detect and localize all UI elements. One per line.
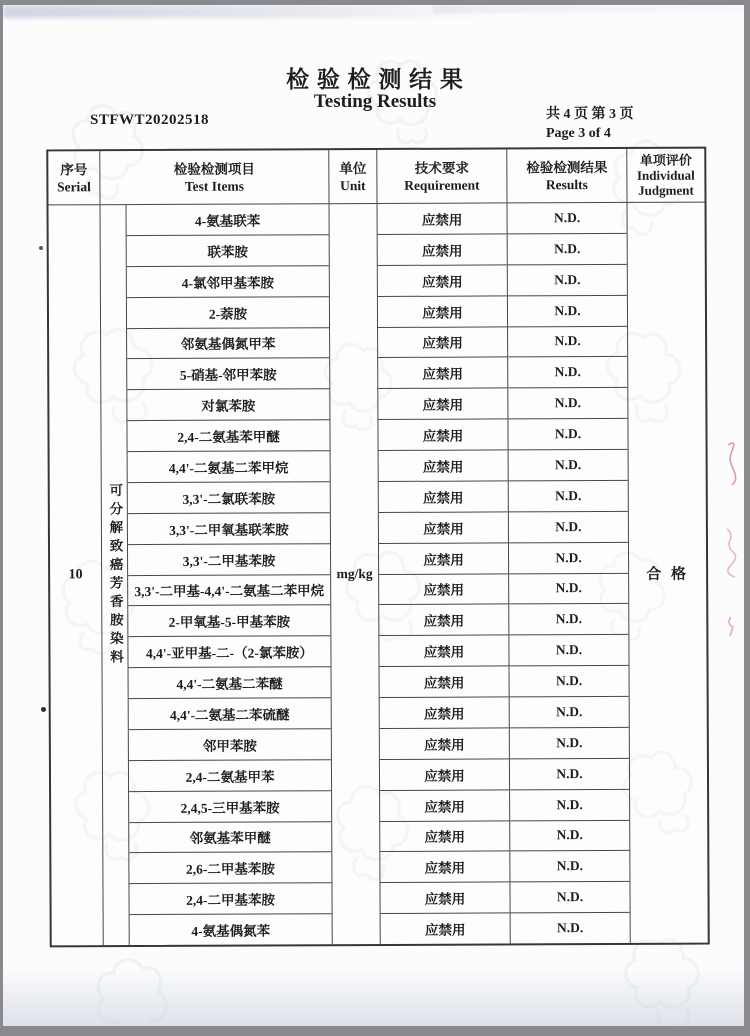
test-item-cell: 4,4'-二氨基二苯硫醚 bbox=[129, 698, 331, 730]
header-unit-zh: 单位 bbox=[339, 160, 367, 176]
result-cell: N.D. bbox=[510, 759, 629, 790]
test-item-cell: 对氯苯胺 bbox=[127, 389, 329, 421]
requirement-cell: 应禁用 bbox=[424, 922, 466, 938]
scan-smudge-top bbox=[3, 5, 503, 18]
requirement-cell: 应禁用 bbox=[378, 358, 507, 389]
test-item-cell: 2,4-二氨基苯甲醚 bbox=[127, 420, 329, 452]
test-item-cell: 4,4'-二氨基二苯醚 bbox=[129, 667, 331, 699]
test-item-cell: 2-甲氧基-5-甲基苯胺 bbox=[128, 606, 330, 638]
document-page bbox=[3, 5, 744, 1026]
result-cell: N.D. bbox=[510, 820, 629, 851]
header-serial-zh: 序号 bbox=[60, 161, 88, 177]
result-list bbox=[508, 203, 630, 944]
test-item-cell: 2,4,5-三甲基苯胺 bbox=[129, 791, 331, 823]
requirement-cell: 应禁用 bbox=[380, 883, 509, 914]
test-item-cell: 联苯胺 bbox=[127, 235, 329, 267]
header-judgment-zh: 单项评价 bbox=[639, 152, 692, 168]
result-cell: N.D. bbox=[509, 543, 628, 574]
test-item-cell: 4-氯邻甲基苯胺 bbox=[127, 266, 329, 298]
result-cell: N.D. bbox=[510, 790, 629, 821]
column-unit bbox=[329, 150, 380, 944]
result-cell: N.D. bbox=[509, 573, 628, 604]
header-results bbox=[507, 149, 626, 204]
test-item-cell: 4-氨基偶氮苯 bbox=[191, 923, 271, 939]
column-judgment bbox=[627, 149, 707, 943]
result-cell: N.D. bbox=[510, 851, 629, 882]
result-cell: N.D. bbox=[509, 450, 628, 481]
requirement-cell: 应禁用 bbox=[378, 420, 507, 451]
result-cell: N.D. bbox=[509, 512, 628, 543]
requirement-cell: 应禁用 bbox=[379, 481, 508, 512]
header-serial bbox=[48, 151, 99, 205]
serial-value: 10 bbox=[68, 567, 83, 583]
category-cell bbox=[101, 205, 130, 945]
test-item-cell: 4,4'-二氨基二苯甲烷 bbox=[128, 451, 330, 483]
result-cell: N.D. bbox=[508, 265, 627, 296]
requirement-cell: 应禁用 bbox=[379, 574, 508, 605]
result-cell: N.D. bbox=[510, 697, 629, 728]
result-cell: N.D. bbox=[557, 920, 584, 936]
header-judgment bbox=[627, 149, 704, 203]
scan-speck bbox=[39, 246, 43, 250]
test-item-cell: 2,6-二甲基苯胺 bbox=[129, 853, 331, 885]
test-item-list bbox=[127, 204, 332, 945]
requirement-cell: 应禁用 bbox=[379, 605, 508, 636]
header-judgment-en1: Individual bbox=[636, 167, 695, 183]
test-item-cell: 3,3'-二甲基-4,4'-二氨基二苯甲烷 bbox=[128, 575, 330, 607]
header-requirement-zh: 技术要求 bbox=[414, 160, 469, 176]
test-item-cell: 邻氨基苯甲醚 bbox=[129, 822, 331, 854]
header-serial-en: Serial bbox=[57, 178, 91, 194]
test-item-cell: 2,4-二甲基苯胺 bbox=[129, 883, 331, 915]
column-requirement bbox=[377, 149, 510, 944]
test-item-cell: 3,3'-二甲基苯胺 bbox=[128, 544, 330, 576]
test-item-cell: 2-萘胺 bbox=[127, 297, 329, 329]
judgment-cell bbox=[628, 203, 708, 943]
test-item-cell: 4,4'-亚甲基-二-（2-氯苯胺） bbox=[128, 636, 330, 668]
page-title: 检 验 检 测 结 果 bbox=[286, 67, 464, 92]
scan-smudge-top-right bbox=[433, 5, 744, 13]
test-item-cell: 3,3'-二甲氧基联苯胺 bbox=[128, 513, 330, 545]
page-indicator bbox=[546, 105, 706, 143]
test-item-cell: 邻氨基偶氮甲苯 bbox=[127, 328, 329, 360]
column-test-items bbox=[100, 150, 332, 945]
test-item-cell: 4-氨基联苯 bbox=[127, 204, 329, 236]
requirement-cell: 应禁用 bbox=[379, 512, 508, 543]
header-judgment-en2: Judgment bbox=[638, 182, 694, 198]
header-unit-en: Unit bbox=[340, 177, 366, 193]
requirement-cell: 应禁用 bbox=[379, 543, 508, 574]
result-cell: N.D. bbox=[508, 357, 627, 388]
page-indicator-zh: 共 4 页 第 3 页 bbox=[546, 107, 634, 122]
requirement-cell: 应禁用 bbox=[378, 389, 507, 420]
requirement-list bbox=[378, 203, 510, 944]
red-ink-marks bbox=[714, 5, 744, 1026]
header-results-en: Results bbox=[545, 176, 588, 192]
page-title-en: Testing Results bbox=[313, 91, 437, 112]
requirement-cell: 应禁用 bbox=[379, 636, 508, 667]
test-item-cell: 邻甲苯胺 bbox=[129, 729, 331, 761]
result-cell: N.D. bbox=[508, 326, 627, 357]
header-results-zh: 检验检测结果 bbox=[526, 159, 608, 175]
scan-speck bbox=[41, 707, 46, 712]
requirement-cell: 应禁用 bbox=[380, 759, 509, 790]
requirement-cell: 应禁用 bbox=[378, 203, 507, 234]
result-cell: N.D. bbox=[509, 481, 628, 512]
result-cell: N.D. bbox=[508, 296, 627, 327]
requirement-cell: 应禁用 bbox=[378, 296, 507, 327]
result-cell: N.D. bbox=[509, 604, 628, 635]
result-cell: N.D. bbox=[508, 388, 627, 419]
column-serial bbox=[48, 151, 103, 945]
category-label: 可分解致癌芳香胺染料 bbox=[107, 482, 124, 668]
result-cell: N.D. bbox=[510, 666, 629, 697]
header-test-items-zh: 检验检测项目 bbox=[173, 161, 255, 177]
test-item-cell: 5-硝基-邻甲苯胺 bbox=[127, 359, 329, 391]
header-test-items bbox=[100, 150, 328, 205]
unit-value: mg/kg bbox=[336, 566, 373, 582]
requirement-cell: 应禁用 bbox=[380, 697, 509, 728]
results-table bbox=[46, 147, 709, 948]
result-cell: N.D. bbox=[508, 203, 627, 234]
page-indicator-en: Page 3 of 4 bbox=[546, 126, 611, 141]
requirement-cell: 应禁用 bbox=[380, 821, 509, 852]
header-requirement-en: Requirement bbox=[404, 177, 480, 193]
requirement-cell: 应禁用 bbox=[380, 790, 509, 821]
report-number: STFWT20202518 bbox=[90, 112, 210, 128]
requirement-cell: 应禁用 bbox=[380, 667, 509, 698]
result-cell: N.D. bbox=[510, 728, 629, 759]
serial-cell bbox=[49, 205, 103, 945]
test-items-body bbox=[101, 204, 332, 945]
header-requirement bbox=[377, 149, 506, 204]
judgment-value: 合 格 bbox=[646, 566, 690, 583]
header-test-items-en: Test Items bbox=[184, 178, 245, 194]
requirement-cell: 应禁用 bbox=[380, 852, 509, 883]
requirement-cell: 应禁用 bbox=[378, 265, 507, 296]
unit-cell bbox=[330, 204, 380, 944]
requirement-cell: 应禁用 bbox=[380, 728, 509, 759]
scan-shade-bottom bbox=[3, 968, 744, 1026]
column-results bbox=[507, 149, 630, 944]
requirement-cell: 应禁用 bbox=[379, 450, 508, 481]
result-cell: N.D. bbox=[509, 635, 628, 666]
requirement-cell: 应禁用 bbox=[378, 327, 507, 358]
result-cell: N.D. bbox=[508, 419, 627, 450]
result-cell: N.D. bbox=[510, 882, 629, 913]
result-cell: N.D. bbox=[508, 234, 627, 265]
test-item-cell: 2,4-二氨基甲苯 bbox=[129, 760, 331, 792]
test-item-cell: 3,3'-二氯联苯胺 bbox=[128, 482, 330, 514]
requirement-cell: 应禁用 bbox=[378, 234, 507, 265]
header-unit bbox=[329, 150, 376, 204]
